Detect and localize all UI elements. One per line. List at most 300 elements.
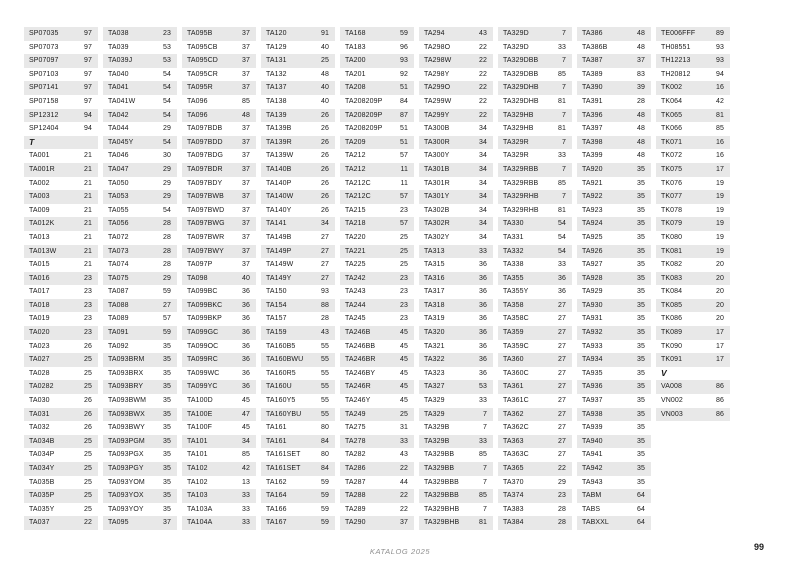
page-ref: 37 — [242, 220, 250, 228]
index-row — [419, 340, 493, 354]
page-ref: 19 — [716, 206, 724, 214]
page-ref: 55 — [321, 397, 329, 405]
index-row — [656, 122, 730, 136]
index-row — [261, 312, 335, 326]
index-row — [498, 340, 572, 354]
page-ref: 34 — [479, 138, 487, 146]
index-row — [656, 217, 730, 231]
product-code: TA053 — [108, 193, 129, 201]
index-row — [577, 503, 651, 517]
product-code: TK083 — [661, 274, 683, 282]
page-ref: 25 — [84, 451, 92, 459]
page-ref: 19 — [716, 247, 724, 255]
index-row — [103, 489, 177, 503]
page-ref: 19 — [716, 233, 724, 241]
index-row — [103, 299, 177, 313]
index-row — [419, 476, 493, 490]
index-row — [261, 27, 335, 41]
index-row — [577, 367, 651, 381]
page-ref: 26 — [84, 410, 92, 418]
index-row — [577, 95, 651, 109]
index-row — [498, 380, 572, 394]
product-code: TA159 — [266, 329, 287, 337]
product-code: TA208209P — [345, 97, 383, 105]
product-code: TA093YOM — [108, 478, 145, 486]
page-number: 99 — [753, 542, 764, 552]
product-code: TA032 — [29, 424, 50, 432]
index-row — [577, 54, 651, 68]
product-code: TA246BR — [345, 356, 376, 364]
page-ref: 84 — [321, 465, 329, 472]
index-row — [261, 163, 335, 177]
page-ref: 23 — [163, 30, 171, 37]
index-row — [24, 408, 98, 422]
index-row — [103, 109, 177, 123]
product-code: TA140B — [266, 165, 292, 173]
index-row — [24, 258, 98, 272]
index-row — [577, 122, 651, 136]
index-row — [577, 258, 651, 272]
page-ref: 97 — [84, 57, 92, 65]
product-code: TA093BRM — [108, 356, 145, 364]
page-ref: 43 — [400, 451, 408, 459]
index-row — [498, 245, 572, 259]
index-row — [419, 353, 493, 367]
index-row — [182, 95, 256, 109]
product-code: TA097BDD — [187, 138, 223, 146]
product-code: TA160YBU — [266, 410, 302, 418]
product-code: TA313 — [424, 247, 445, 255]
index-row — [419, 163, 493, 177]
product-code: SP07097 — [29, 57, 59, 65]
index-row — [498, 190, 572, 204]
page-ref: 35 — [637, 478, 645, 486]
index-row — [577, 421, 651, 435]
product-code: TA099OC — [187, 342, 219, 350]
page-ref: 27 — [558, 383, 566, 391]
product-code: TK077 — [661, 193, 683, 201]
page-ref: 94 — [84, 125, 92, 133]
page-ref: 54 — [163, 111, 171, 119]
page-ref: 27 — [163, 301, 171, 309]
page-ref: 16 — [716, 152, 724, 160]
page-ref: 29 — [163, 179, 171, 187]
page-ref: 23 — [558, 492, 566, 500]
page-ref: 35 — [163, 397, 171, 405]
page-ref: 36 — [479, 315, 487, 323]
index-column — [103, 27, 177, 530]
index-row — [577, 340, 651, 354]
page-ref: 59 — [163, 329, 171, 337]
index-row — [24, 503, 98, 517]
product-code: TA361C — [503, 397, 529, 405]
page-ref: 36 — [479, 356, 487, 364]
page-ref: 37 — [242, 138, 250, 146]
page-ref: 64 — [637, 492, 645, 500]
product-code: TA365 — [503, 465, 524, 472]
product-code: TA329HB — [503, 125, 534, 133]
product-code: TA933 — [582, 342, 603, 350]
product-code: TA329RBB — [503, 179, 539, 187]
index-row — [103, 380, 177, 394]
index-row — [182, 122, 256, 136]
index-row — [182, 41, 256, 55]
page-ref: 36 — [242, 356, 250, 364]
product-code: TH12213 — [661, 57, 691, 65]
page-ref: 36 — [479, 301, 487, 309]
product-code: TA384 — [503, 519, 524, 527]
index-row — [103, 258, 177, 272]
page-ref: 21 — [84, 233, 92, 241]
page-ref: 35 — [163, 356, 171, 364]
page-ref: 80 — [321, 451, 329, 459]
page-ref: 85 — [716, 125, 724, 133]
index-row — [24, 41, 98, 55]
index-row — [24, 353, 98, 367]
product-code: TA099BKP — [187, 315, 222, 323]
page-ref: 48 — [637, 43, 645, 51]
product-code: TK064 — [661, 97, 683, 105]
product-code: TA218 — [345, 220, 366, 228]
product-code: TA321 — [424, 342, 445, 350]
product-code: TA037 — [29, 519, 50, 527]
index-row — [261, 68, 335, 82]
index-row — [261, 421, 335, 435]
page-ref: 81 — [479, 519, 487, 527]
index-row — [656, 204, 730, 218]
page-ref: 35 — [637, 451, 645, 459]
index-row — [577, 245, 651, 259]
page-ref: 23 — [400, 288, 408, 296]
index-row — [340, 81, 414, 95]
product-code: TA015 — [29, 261, 50, 269]
page-ref: 22 — [479, 111, 487, 119]
page-ref: 45 — [400, 383, 408, 391]
page-ref: 35 — [637, 369, 645, 377]
product-code: TA329RHB — [503, 206, 539, 214]
product-code: TA363 — [503, 437, 524, 445]
product-code: TA137 — [266, 84, 287, 92]
product-code: TA138 — [266, 97, 287, 105]
index-row — [340, 408, 414, 422]
page-ref: 19 — [716, 193, 724, 201]
page-ref: 26 — [321, 193, 329, 201]
page-ref: 35 — [163, 465, 171, 472]
page-ref: 94 — [716, 70, 724, 78]
page-ref: 37 — [242, 247, 250, 255]
product-code: TA278 — [345, 437, 366, 445]
page-ref: 33 — [558, 261, 566, 269]
index-row — [261, 448, 335, 462]
index-row — [498, 285, 572, 299]
product-code: TK066 — [661, 125, 683, 133]
product-code: TA929 — [582, 288, 603, 296]
page-ref: 37 — [242, 84, 250, 92]
page-ref: 45 — [400, 397, 408, 405]
page-ref: 54 — [163, 70, 171, 78]
index-row — [340, 41, 414, 55]
product-code: TA013W — [29, 247, 57, 255]
product-code: TA329BB — [424, 451, 455, 459]
page-ref: 25 — [84, 356, 92, 364]
index-row — [182, 163, 256, 177]
page-ref: 45 — [242, 397, 250, 405]
index-row — [182, 435, 256, 449]
index-row — [103, 285, 177, 299]
product-code: TA034Y — [29, 465, 55, 472]
product-code: TA360 — [503, 356, 524, 364]
index-row — [182, 462, 256, 476]
index-row — [261, 367, 335, 381]
index-row — [656, 353, 730, 367]
page-ref: 33 — [479, 437, 487, 445]
product-code: TA286 — [345, 465, 366, 472]
index-row — [340, 394, 414, 408]
product-code: TA201 — [345, 70, 366, 78]
index-row — [103, 122, 177, 136]
page-ref: 36 — [479, 274, 487, 282]
product-code: TA093BRX — [108, 369, 144, 377]
product-code: TA208 — [345, 84, 366, 92]
index-row — [103, 136, 177, 150]
page-ref: 97 — [84, 84, 92, 92]
page-ref: 29 — [163, 165, 171, 173]
product-code: TA023 — [29, 342, 50, 350]
index-row — [261, 353, 335, 367]
index-row — [656, 109, 730, 123]
product-code: TA922 — [582, 193, 603, 201]
page-ref: 35 — [163, 478, 171, 486]
page-ref: 35 — [637, 165, 645, 173]
index-row — [419, 258, 493, 272]
index-row — [656, 163, 730, 177]
index-row — [103, 190, 177, 204]
index-row — [656, 54, 730, 68]
index-row — [24, 435, 98, 449]
index-row — [24, 109, 98, 123]
page-ref: 37 — [400, 519, 408, 527]
page-ref: 26 — [321, 152, 329, 160]
index-row — [182, 326, 256, 340]
product-code: TA097BDY — [187, 179, 223, 187]
index-row — [498, 489, 572, 503]
index-row — [261, 177, 335, 191]
page-ref: 27 — [558, 301, 566, 309]
index-row — [419, 367, 493, 381]
index-column — [182, 27, 256, 530]
product-code: TA095B — [187, 30, 213, 37]
page-ref: 29 — [163, 125, 171, 133]
index-row — [656, 231, 730, 245]
index-row — [577, 190, 651, 204]
product-code: TK086 — [661, 315, 683, 323]
index-row — [182, 190, 256, 204]
index-row — [103, 54, 177, 68]
page-ref: 42 — [242, 465, 250, 472]
index-row — [24, 489, 98, 503]
index-row — [24, 231, 98, 245]
page-ref: 53 — [163, 57, 171, 65]
product-code: TA200 — [345, 57, 366, 65]
page-ref: 28 — [637, 97, 645, 105]
page-ref: 55 — [321, 383, 329, 391]
index-row — [498, 299, 572, 313]
index-row — [103, 312, 177, 326]
page-ref: 48 — [637, 152, 645, 160]
index-row — [340, 177, 414, 191]
index-row — [24, 516, 98, 530]
index-row — [103, 326, 177, 340]
page-ref: 34 — [479, 220, 487, 228]
page-ref: 31 — [400, 424, 408, 432]
product-code: TA386 — [582, 30, 603, 37]
page-ref: 26 — [321, 179, 329, 187]
page-ref: 23 — [84, 274, 92, 282]
index-row — [182, 476, 256, 490]
page-ref: 39 — [637, 84, 645, 92]
index-row — [419, 149, 493, 163]
product-code: TA031 — [29, 410, 50, 418]
index-row — [577, 163, 651, 177]
product-code: TA154 — [266, 301, 287, 309]
product-code: TA100E — [187, 410, 213, 418]
index-row — [261, 41, 335, 55]
product-code: TA221 — [345, 247, 366, 255]
product-code: TA091 — [108, 329, 129, 337]
index-row — [182, 149, 256, 163]
page-ref: 7 — [562, 30, 566, 37]
product-code: TA042 — [108, 111, 129, 119]
product-code: TK085 — [661, 301, 683, 309]
product-code: TA361 — [503, 383, 524, 391]
page-ref: 35 — [637, 383, 645, 391]
page-ref: 7 — [562, 57, 566, 65]
product-code: TA331 — [503, 233, 524, 241]
product-code: TA298O — [424, 43, 451, 51]
page-ref: 48 — [242, 111, 250, 119]
index-row — [419, 177, 493, 191]
product-code: TA329BB — [424, 465, 455, 472]
page-ref: 19 — [716, 179, 724, 187]
index-row — [340, 421, 414, 435]
index-row — [577, 462, 651, 476]
index-row — [656, 272, 730, 286]
product-code: TE006FFF — [661, 30, 696, 37]
product-code: TA072 — [108, 233, 129, 241]
page-ref: 35 — [163, 410, 171, 418]
page-ref: 34 — [479, 152, 487, 160]
product-code: SP07035 — [29, 30, 59, 37]
product-code: TA039J — [108, 57, 133, 65]
page-ref: 35 — [637, 437, 645, 445]
product-code: TA938 — [582, 410, 603, 418]
page-ref: 91 — [321, 30, 329, 37]
index-row — [498, 408, 572, 422]
page-ref: 26 — [321, 165, 329, 173]
page-ref: 40 — [321, 43, 329, 51]
index-row — [656, 41, 730, 55]
page-ref: 40 — [321, 84, 329, 92]
product-code: TH08551 — [661, 43, 691, 51]
index-row — [261, 149, 335, 163]
product-code: TA092 — [108, 342, 129, 350]
product-code: TA047 — [108, 165, 129, 173]
product-code: TA330 — [503, 220, 524, 228]
index-row — [103, 231, 177, 245]
product-code: TA397 — [582, 125, 603, 133]
page-ref: 7 — [483, 410, 487, 418]
page-ref: 27 — [321, 247, 329, 255]
page-ref: 28 — [558, 519, 566, 527]
index-row — [24, 394, 98, 408]
page-ref: 27 — [558, 342, 566, 350]
index-row — [182, 353, 256, 367]
page-ref: 7 — [483, 505, 487, 513]
page-ref: 21 — [84, 193, 92, 201]
index-row — [577, 380, 651, 394]
index-row — [340, 353, 414, 367]
product-code: TA035P — [29, 492, 55, 500]
product-code: TA027 — [29, 356, 50, 364]
page-ref: 25 — [84, 383, 92, 391]
page-ref: 27 — [558, 369, 566, 377]
index-row — [498, 503, 572, 517]
page-ref: 48 — [637, 125, 645, 133]
product-code: TA093BWM — [108, 397, 147, 405]
index-row — [498, 258, 572, 272]
index-row — [656, 149, 730, 163]
product-code: TA093PGX — [108, 451, 144, 459]
index-column — [261, 27, 335, 530]
index-row — [261, 258, 335, 272]
page-ref: 48 — [637, 30, 645, 37]
index-row — [182, 81, 256, 95]
page-ref: 85 — [242, 97, 250, 105]
page-ref: 53 — [163, 43, 171, 51]
product-code: TK002 — [661, 84, 683, 92]
page-ref: 37 — [242, 233, 250, 241]
page-ref: 34 — [242, 437, 250, 445]
page-ref: 48 — [637, 111, 645, 119]
index-row — [182, 516, 256, 530]
page-ref: 36 — [479, 369, 487, 377]
page-ref: 21 — [84, 247, 92, 255]
page-ref: 86 — [716, 410, 724, 418]
index-row — [24, 95, 98, 109]
page-ref: 22 — [400, 492, 408, 500]
index-row — [340, 285, 414, 299]
index-row — [340, 489, 414, 503]
page-ref: 7 — [562, 138, 566, 146]
index-row — [103, 394, 177, 408]
product-code: TA101 — [187, 451, 208, 459]
product-code: TA096 — [187, 97, 208, 105]
index-row — [261, 95, 335, 109]
page-ref: 21 — [84, 206, 92, 214]
product-code: TA358 — [503, 301, 524, 309]
index-row — [103, 503, 177, 517]
page-ref: 92 — [400, 70, 408, 78]
index-row — [261, 54, 335, 68]
index-row — [656, 408, 730, 422]
page-ref: 23 — [400, 206, 408, 214]
product-code: TA129 — [266, 43, 287, 51]
product-code: TA329B — [424, 424, 450, 432]
index-row — [340, 136, 414, 150]
product-code: TA162 — [266, 478, 287, 486]
page-ref: 45 — [242, 424, 250, 432]
product-code: TA319 — [424, 315, 445, 323]
